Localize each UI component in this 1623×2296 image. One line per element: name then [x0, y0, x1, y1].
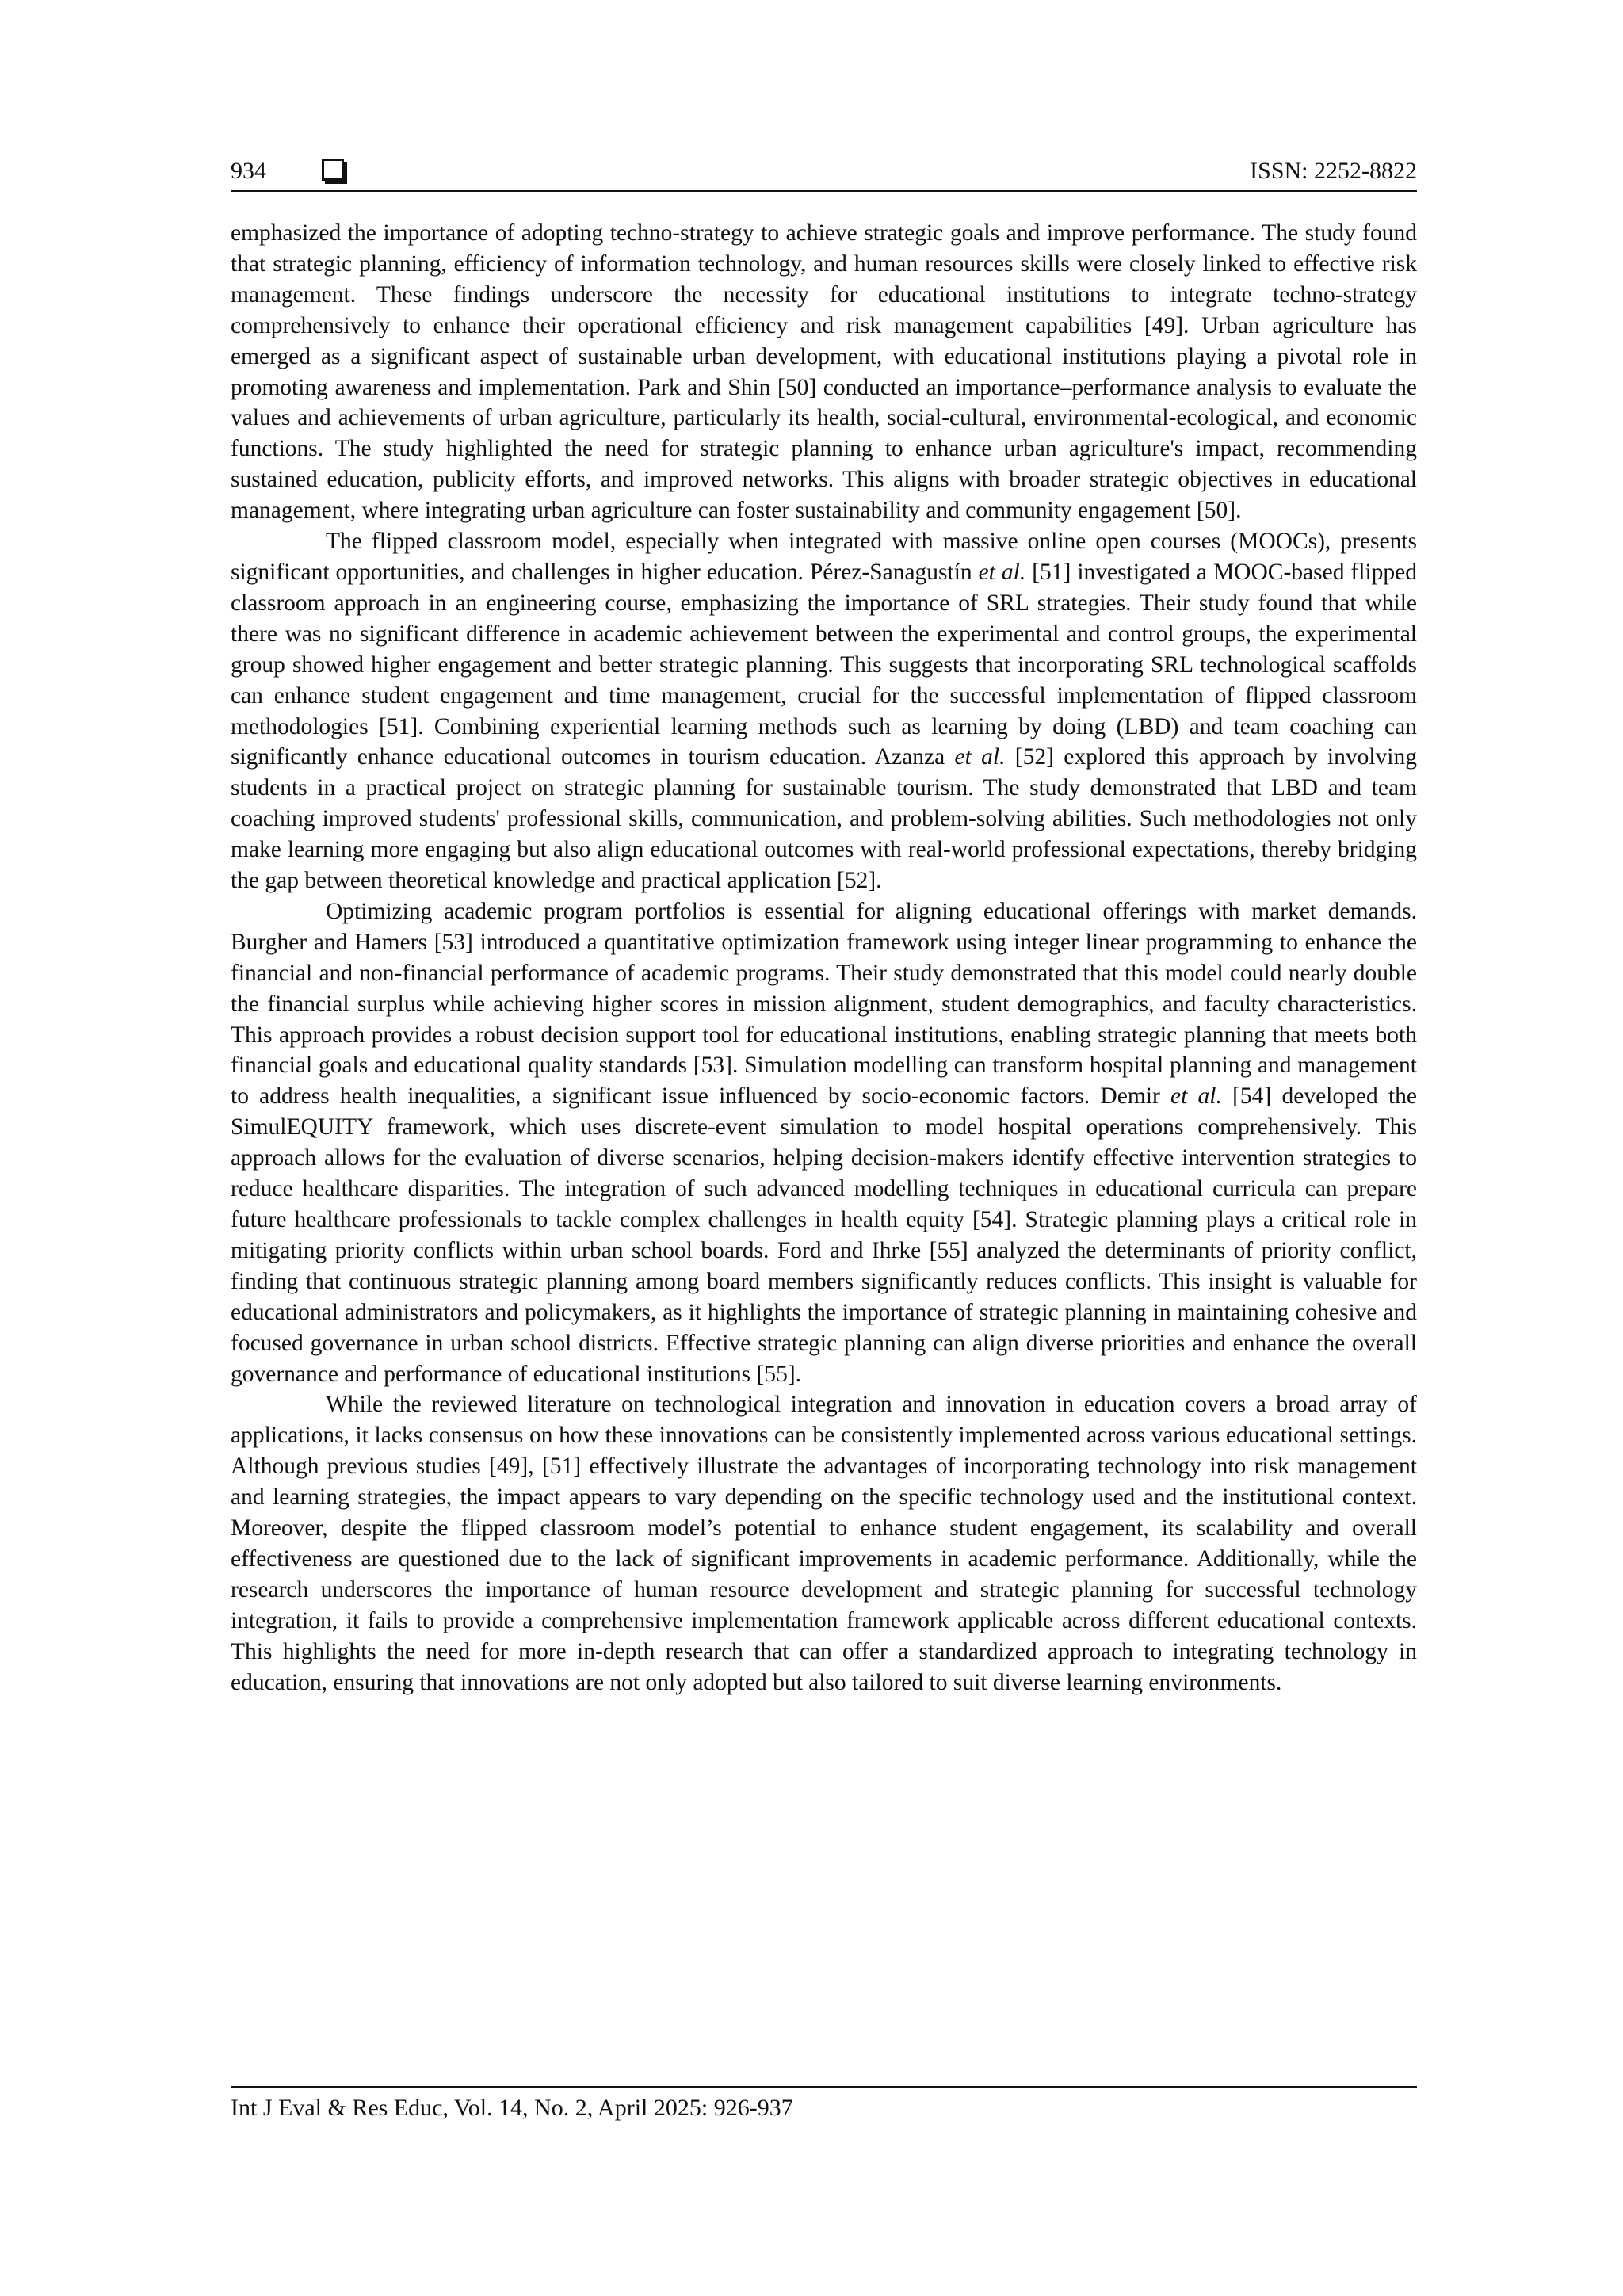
- paragraph-1: [231, 218, 1417, 526]
- text-run: While the reviewed literature on technological integration and innovation in education covers a broad array of applications, it lacks consensus on how these innovations can be consistently implemented across various educational settings. Although previous studies [49], [51] effectively illustrate the advantages of incorporating technology into risk management and learning strategies, the impact appears to vary depending on the specific technology used and the institutional context. Moreover, despite the flipped classroom model’s potential to enhance student engagement, its scalability and overall effectiveness are questioned due to the lack of significant improvements in academic performance. Additionally, while the research underscores the importance of human resource development and strategic planning for successful technology integration, it fails to provide a comprehensive implementation framework applicable across different educational contexts. This highlights the need for more in-depth research that can offer a standardized approach to integrating technology in education, ensuring that innovations are not only adopted but also tailored to suit diverse learning environments.: [231, 1392, 1417, 1695]
- footer-divider: [231, 2086, 1417, 2088]
- text-run: The flipped classroom model, especially when integrated with massive online open courses (MOOCs), presents significant opportunities, and challenges in higher education. Pérez-Sanagustín: [231, 529, 1417, 585]
- paragraph-2: [231, 526, 1417, 896]
- italic-text: et al.: [954, 744, 1006, 770]
- issn-label: ISSN: 2252-8822: [1250, 158, 1417, 184]
- page-number: 934: [231, 158, 266, 184]
- journal-citation: Int J Eval & Res Educ, Vol. 14, No. 2, April 2025: 926-937: [231, 2095, 793, 2121]
- body-text: [231, 218, 1417, 1698]
- text-run: Optimizing academic program portfolios is essential for aligning educational offerings with market demands. Burgher and Hamers [53] introduced a quantitative optimization framework using integer linear programming to enhance the financial and non-financial performance of academic programs. Their study demonstrated that this model could nearly double the financial surplus while achieving higher scores in mission alignment, student demographics, and faculty characteristics. This approach provides a robust decision support tool for educational institutions, enabling strategic planning that meets both financial goals and educational quality standards [53]. Simulation modelling can transform hospital planning and management to address health inequalities, a significant issue influenced by socio-economic factors. Demir: [231, 898, 1417, 1110]
- text-run: [52] explored this approach by involving students in a practical project on strategic planning for sustainable tourism. The study demonstrated that LBD and team coaching improved students' professional skills, communication, and problem-solving abilities. Such methodologies not only make learning more engaging but also align educational outcomes with real-world professional expectations, thereby bridging the gap between theoretical knowledge and practical application [52].: [231, 744, 1417, 894]
- text-run: [51] investigated a MOOC-based flipped classroom approach in an engineering course, emphasizing the importance of SRL strategies. Their study found that while there was no significant difference in academic achievement between the experimental and control groups, the experimental group showed higher engagement and better strategic planning. This suggests that incorporating SRL technological scaffolds can enhance student engagement and time management, crucial for the successful implementation of flipped classroom methodologies [51]. Combining experiential learning methods such as learning by doing (LBD) and team coaching can significantly enhance educational outcomes in tourism education. Azanza: [231, 559, 1417, 770]
- italic-text: et al.: [978, 559, 1026, 585]
- text-run: [54] developed the SimulEQUITY framework, which uses discrete-event simulation to model hospital operations comprehensively. This approach allows for the evaluation of diverse scenarios, helping decision-makers identify effective intervention strategies to reduce healthcare disparities. The integration of such advanced modelling techniques in educational curricula can prepare future healthcare professionals to tackle complex challenges in health equity [54]. Strategic planning plays a critical role in mitigating priority conflicts within urban school boards. Ford and Ihrke [55] analyzed the determinants of priority conflict, finding that continuous strategic planning among board members significantly reduces conflicts. This insight is valuable for educational administrators and policymakers, as it highlights the importance of strategic planning in maintaining cohesive and focused governance in urban school districts. Effective strategic planning can align diverse priorities and enhance the overall governance and performance of educational institutions [55].: [231, 1083, 1417, 1387]
- italic-text: et al.: [1170, 1083, 1222, 1110]
- header-divider: [231, 190, 1417, 192]
- paragraph-4: [231, 1389, 1417, 1698]
- text-run: emphasized the importance of adopting techno-strategy to achieve strategic goals and improve performance. The study found that strategic planning, efficiency of information technology, and human resources skills were closely linked to effective risk management. These findings underscore the necessity for educational institutions to integrate techno-strategy comprehensively to enhance their operational efficiency and risk management capabilities [49]. Urban agriculture has emerged as a significant aspect of sustainable urban development, with educational institutions playing a pivotal role in promoting awareness and implementation. Park and Shin [50] conducted an importance–performance analysis to evaluate the values and achievements of urban agriculture, particularly its health, social-cultural, environmental-ecological, and economic functions. The study highlighted the need for strategic planning to enhance urban agriculture's impact, recommending sustained education, publicity efforts, and improved networks. This aligns with broader strategic objectives in educational management, where integrating urban agriculture can foster sustainability and community engagement [50].: [231, 220, 1417, 524]
- checkbox-square-icon: [322, 159, 344, 181]
- page-header: [231, 155, 1417, 193]
- paragraph-3: [231, 896, 1417, 1390]
